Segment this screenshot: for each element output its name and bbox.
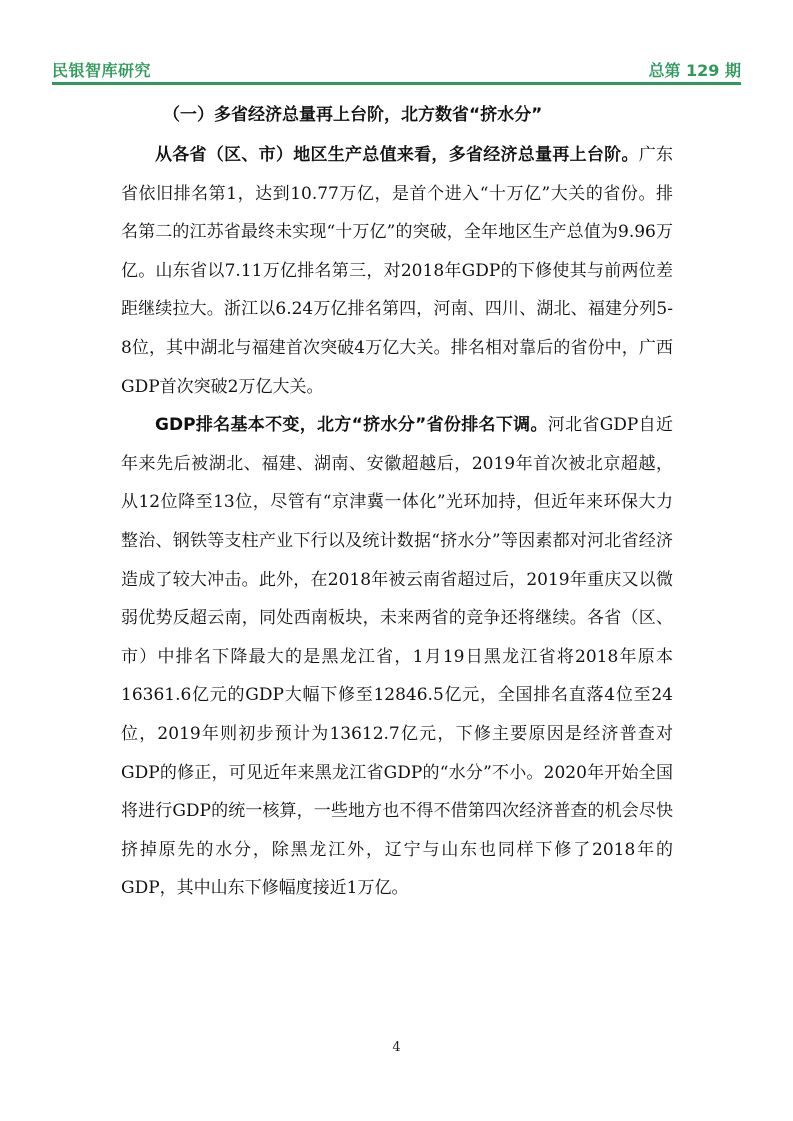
paragraph-1 bbox=[121, 136, 673, 406]
page-number: 4 bbox=[392, 1040, 401, 1055]
paragraph-1-lead: 从各省（区、市）地区生产总值来看，多省经济总量再上台阶。 bbox=[155, 145, 639, 165]
page-header bbox=[52, 58, 741, 84]
paragraph-1-body: 广东省依旧排名第1，达到10.77万亿，是首个进入“十万亿”大关的省份。排名第二的江苏省最终未实现“十万亿”的突破，全年地区生产总值为9.96万亿。山东省以7.11万亿排名第三，对2018年GDP的下修使其与前两位差距继续拉大。浙江以6.24万亿排名第四，河南、四川、湖北、福建分列5-8位，其中湖北与福建首次突破4万亿大关。排名相对靠后的省份中，广西GDP首次突破2万亿大关。 bbox=[121, 145, 674, 397]
brand-title: 民银智库研究 bbox=[52, 61, 152, 80]
paragraph-2-body: 河北省GDP自近年来先后被湖北、福建、湖南、安徽超越后，2019年首次被北京超越，从12位降至13位，尽管有“京津冀一体化”光环加持，但近年来环保大力整治、钢铁等支柱产业下行以及统计数据“挤水分”等因素都对河北省经济造成了较大冲击。此外，在2018年被云南省超过后，2019年重庆又以微弱优势反超云南，同处西南板块，未来两省的竞争还将继续。各省（区、市）中排名下降最大的是黑龙江省，1月19日黑龙江省将2018年原本16361.6亿元的GDP大幅下修至12846.5亿元，全国排名直落4位至24位，2019年则初步预计为13612.7亿元，下修主要原因是经济普查对GDP的修正，可见近年来黑龙江省GDP的“水分”不小。2020年开始全国将进行GDP的统一核算，一些地方也不得不借第四次经济普查的机会尽快挤掉原先的水分，除黑龙江外，辽宁与山东也同样下修了2018年的GDP，其中山东下修幅度接近1万亿。 bbox=[121, 415, 673, 899]
main-content bbox=[121, 100, 673, 908]
issue-number: 总第 129 期 bbox=[648, 61, 741, 80]
paragraph-2 bbox=[121, 406, 673, 908]
section-title: （一）多省经济总量再上台阶，北方数省“挤水分” bbox=[163, 105, 543, 125]
paragraph-2-lead: GDP排名基本不变，北方“挤水分”省份排名下调。 bbox=[155, 415, 548, 436]
header-rule bbox=[52, 82, 741, 85]
